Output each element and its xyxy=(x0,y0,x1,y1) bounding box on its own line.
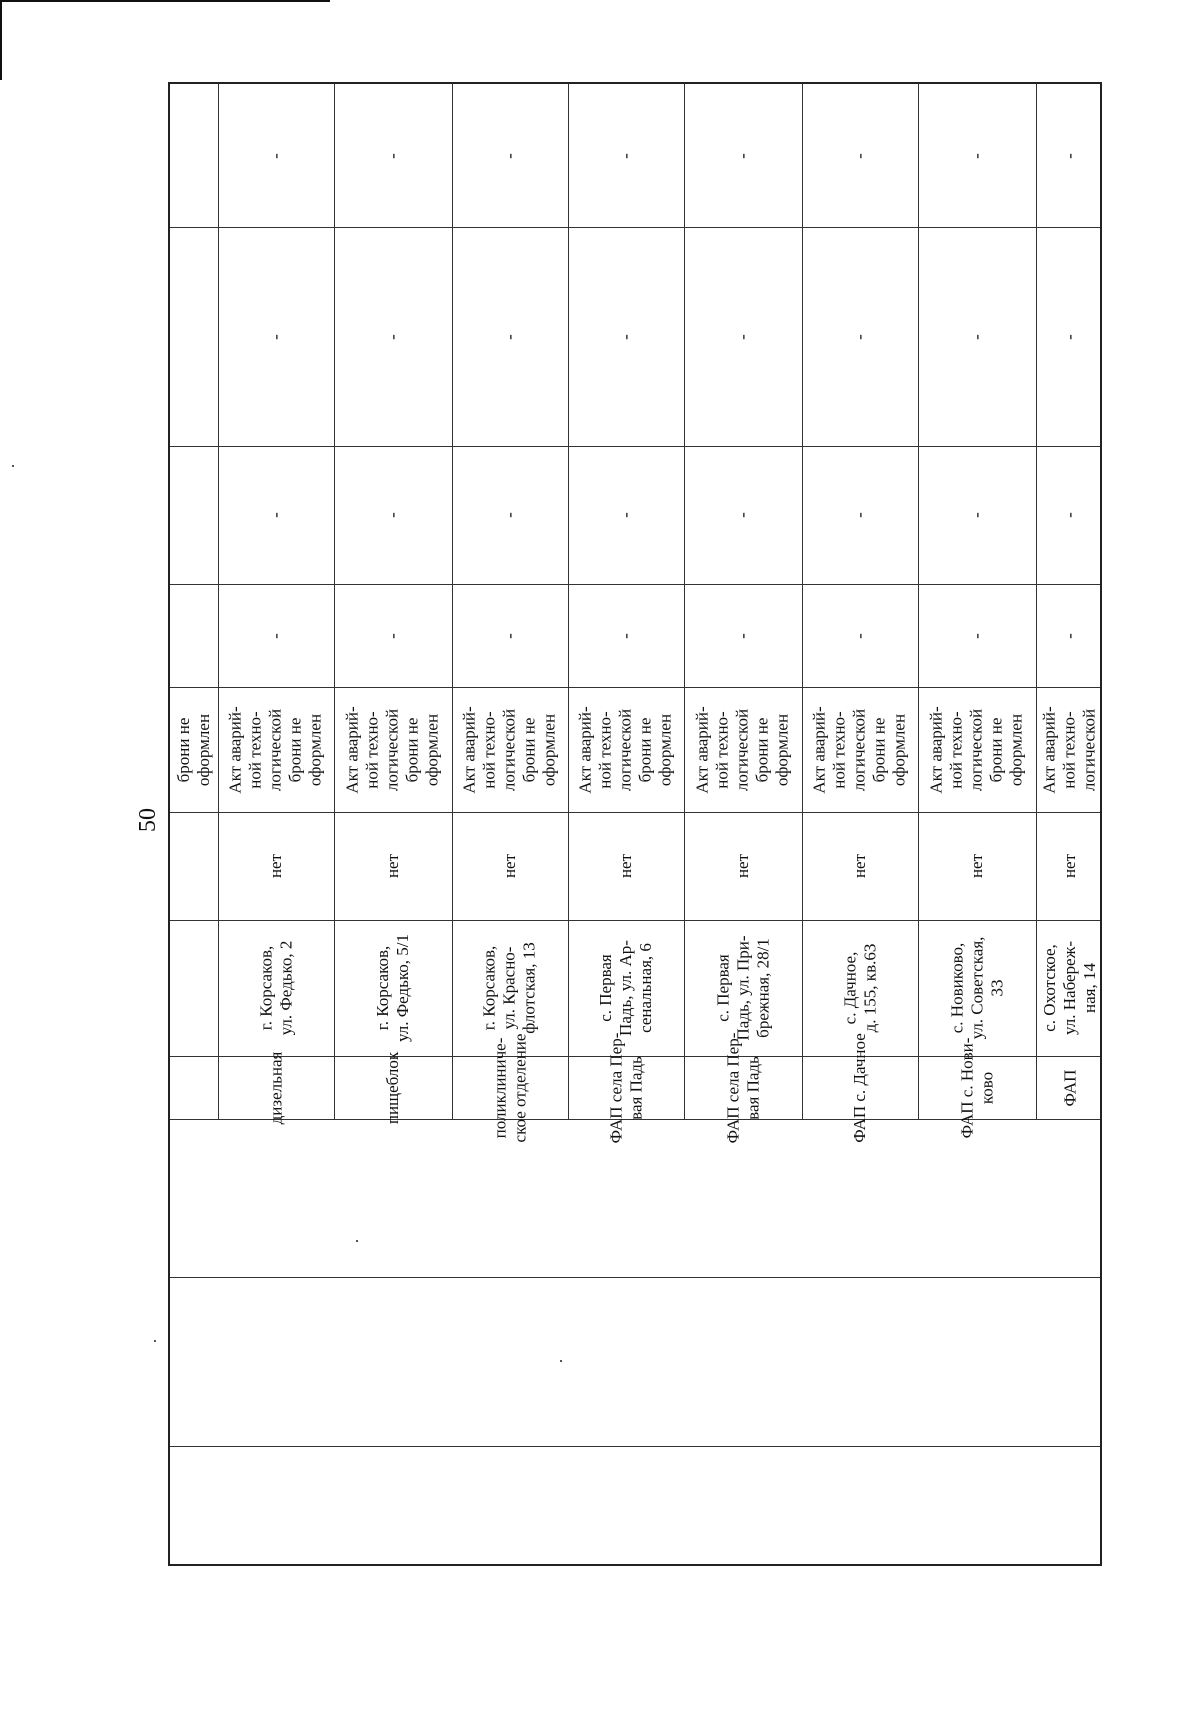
cell-act xyxy=(802,687,918,812)
cell-presence xyxy=(684,812,802,920)
cell-c8 xyxy=(568,84,684,227)
cell-c6-text: - xyxy=(732,512,752,518)
cell-c6-text: - xyxy=(499,512,519,518)
cell-c8 xyxy=(1036,84,1104,227)
cell-object xyxy=(1036,1056,1104,1119)
cell-c5-text: - xyxy=(1059,632,1079,639)
cell-presence-text: нет xyxy=(615,853,635,879)
cell-object-text: поликлиниче- ское отделение xyxy=(489,1033,529,1142)
cell-c8-text: - xyxy=(732,152,752,159)
cell-presence-text: нет xyxy=(849,853,869,879)
cell-act xyxy=(684,687,802,812)
cell-c7-text: - xyxy=(265,333,285,340)
cell-c7 xyxy=(218,227,334,446)
cell-c5-text: - xyxy=(966,632,986,639)
cell-c7-text: - xyxy=(615,333,635,340)
cell-address-text: с. Охотское, ул. Набереж- ная, 14 xyxy=(1040,941,1100,1035)
cell-c7-text: - xyxy=(966,333,986,340)
cell-act-text: Акт аварий- ной техно- логической брони не оформлен xyxy=(693,705,792,794)
cell-c8 xyxy=(684,84,802,227)
cell-act xyxy=(568,687,684,812)
cell-act-text: Акт аварий- ной техно- логической xyxy=(1040,705,1099,794)
cell-c8 xyxy=(452,84,568,227)
cell-c7-text: - xyxy=(499,333,519,340)
cell-c8-text: - xyxy=(849,152,869,159)
cell-c6-text: - xyxy=(849,512,869,518)
cell-address xyxy=(334,920,452,1056)
cell-object xyxy=(568,1032,684,1143)
cell-act xyxy=(1036,687,1104,812)
page-number: 50 xyxy=(135,808,161,832)
cell-presence xyxy=(452,812,568,920)
cell-object-text: ФАП села Пер- вая Падь xyxy=(722,1032,762,1143)
cell-act xyxy=(218,687,334,812)
cell-c7 xyxy=(334,227,452,446)
cell-act-text: Акт аварий- ной техно- логической брони не оформлен xyxy=(343,705,442,794)
cell-presence-text: нет xyxy=(382,853,402,879)
cell-c8-text: - xyxy=(499,152,519,159)
cell-c7-text: - xyxy=(382,333,402,340)
cell-address-text: г. Корсаков, ул. Федько, 2 xyxy=(255,940,295,1036)
cell-presence xyxy=(918,812,1036,920)
cell-address-text: г. Корсаков, ул. Красно- флотская, 13 xyxy=(480,942,539,1034)
cell-presence-text: нет xyxy=(1059,853,1079,879)
cell-c5-text: - xyxy=(849,632,869,639)
cell-c6-text: - xyxy=(1059,512,1079,518)
cell-object xyxy=(918,1037,1036,1138)
cell-presence xyxy=(1036,812,1104,920)
table-hline xyxy=(170,1446,1100,1447)
cell-address xyxy=(918,920,1036,1056)
cell-c5 xyxy=(452,584,568,687)
cell-c6 xyxy=(334,446,452,584)
scan-edge-top xyxy=(0,0,330,2)
cell-object xyxy=(684,1032,802,1143)
cell-c6 xyxy=(452,446,568,584)
cell-c5 xyxy=(1036,584,1104,687)
cell-c5 xyxy=(334,584,452,687)
continuation-cell-text: брони не оформлен xyxy=(174,713,213,786)
cell-c8 xyxy=(218,84,334,227)
cell-act xyxy=(918,687,1036,812)
cell-c6 xyxy=(684,446,802,584)
scan-speck xyxy=(12,465,14,467)
cell-object-text: пищеблок xyxy=(383,1051,402,1124)
cell-c5 xyxy=(218,584,334,687)
cell-address-text: с. Первая Падь, ул. При- брежная, 28/1 xyxy=(713,935,772,1041)
cell-c8 xyxy=(802,84,918,227)
cell-act-text: Акт аварий- ной техно- логической брони не оформлен xyxy=(927,705,1026,794)
cell-c7 xyxy=(918,227,1036,446)
cell-object xyxy=(802,1032,918,1143)
cell-presence-text: нет xyxy=(265,853,285,879)
cell-c7 xyxy=(1036,227,1104,446)
cell-address-text: г. Корсаков, ул. Федько, 5/1 xyxy=(372,933,412,1043)
cell-c8 xyxy=(334,84,452,227)
cell-object-text: дизельная xyxy=(266,1051,285,1124)
cell-c5 xyxy=(918,584,1036,687)
cell-presence-text: нет xyxy=(732,853,752,879)
cell-act-text: Акт аварий- ной техно- логической брони не оформлен xyxy=(226,705,325,794)
cell-object-text: ФАП xyxy=(1059,1069,1079,1106)
cell-act xyxy=(452,687,568,812)
cell-c7-text: - xyxy=(1059,333,1079,340)
cell-c8-text: - xyxy=(265,152,285,159)
cell-address-text: с. Первая Падь, ул. Ар- сенальная, 6 xyxy=(596,940,655,1036)
cell-c8-text: - xyxy=(615,152,635,159)
data-table xyxy=(168,82,1102,1566)
cell-object-text: ФАП с. Нови- ково xyxy=(957,1037,996,1138)
scan-speck xyxy=(356,1240,358,1242)
cell-c6-text: - xyxy=(966,512,986,518)
cell-c6 xyxy=(568,446,684,584)
cell-c8-text: - xyxy=(1059,152,1079,159)
cell-c5-text: - xyxy=(382,632,402,639)
cell-c6 xyxy=(218,446,334,584)
cell-act-text: Акт аварий- ной техно- логической брони не оформлен xyxy=(460,705,559,794)
cell-c5-text: - xyxy=(732,632,752,639)
cell-presence-text: нет xyxy=(966,853,986,879)
cell-object-text: ФАП села Пер- вая Падь xyxy=(605,1032,645,1143)
cell-c5-text: - xyxy=(615,632,635,639)
cell-c5-text: - xyxy=(265,632,285,639)
cell-c5 xyxy=(802,584,918,687)
cell-c7 xyxy=(452,227,568,446)
cell-presence xyxy=(568,812,684,920)
cell-address-text: с. Новиково, ул. Советская, 33 xyxy=(946,936,1006,1040)
cell-c8-text: - xyxy=(966,152,986,159)
cell-c7-text: - xyxy=(732,333,752,340)
cell-c7 xyxy=(568,227,684,446)
cell-c7 xyxy=(802,227,918,446)
cell-object xyxy=(218,1051,334,1124)
cell-c8 xyxy=(918,84,1036,227)
cell-act-text: Акт аварий- ной техно- логической брони не оформлен xyxy=(576,705,675,794)
cell-c5 xyxy=(568,584,684,687)
cell-address xyxy=(1036,920,1104,1056)
cell-c6-text: - xyxy=(382,512,402,518)
continuation-cell xyxy=(170,687,218,812)
cell-object-text: ФАП с. Дачное xyxy=(849,1032,869,1143)
cell-address xyxy=(218,920,334,1056)
cell-object xyxy=(452,1033,568,1142)
cell-object xyxy=(334,1051,452,1124)
cell-presence-text: нет xyxy=(499,853,519,879)
cell-act xyxy=(334,687,452,812)
cell-act-text: Акт аварий- ной техно- логической брони не оформлен xyxy=(810,705,909,794)
scan-speck xyxy=(560,1360,562,1362)
cell-c5 xyxy=(684,584,802,687)
cell-address-text: с. Дачное, д. 155, кв.63 xyxy=(840,943,879,1033)
scan-speck xyxy=(154,1340,156,1342)
cell-presence xyxy=(218,812,334,920)
cell-c6 xyxy=(802,446,918,584)
cell-c5-text: - xyxy=(499,632,519,639)
cell-presence xyxy=(334,812,452,920)
scan-edge-left xyxy=(0,0,2,80)
cell-c6 xyxy=(1036,446,1104,584)
cell-c7 xyxy=(684,227,802,446)
cell-c6-text: - xyxy=(265,512,285,518)
cell-c6-text: - xyxy=(615,512,635,518)
cell-c6 xyxy=(918,446,1036,584)
cell-c8-text: - xyxy=(382,152,402,159)
cell-presence xyxy=(802,812,918,920)
table-hline xyxy=(170,1277,1100,1278)
cell-c7-text: - xyxy=(849,333,869,340)
